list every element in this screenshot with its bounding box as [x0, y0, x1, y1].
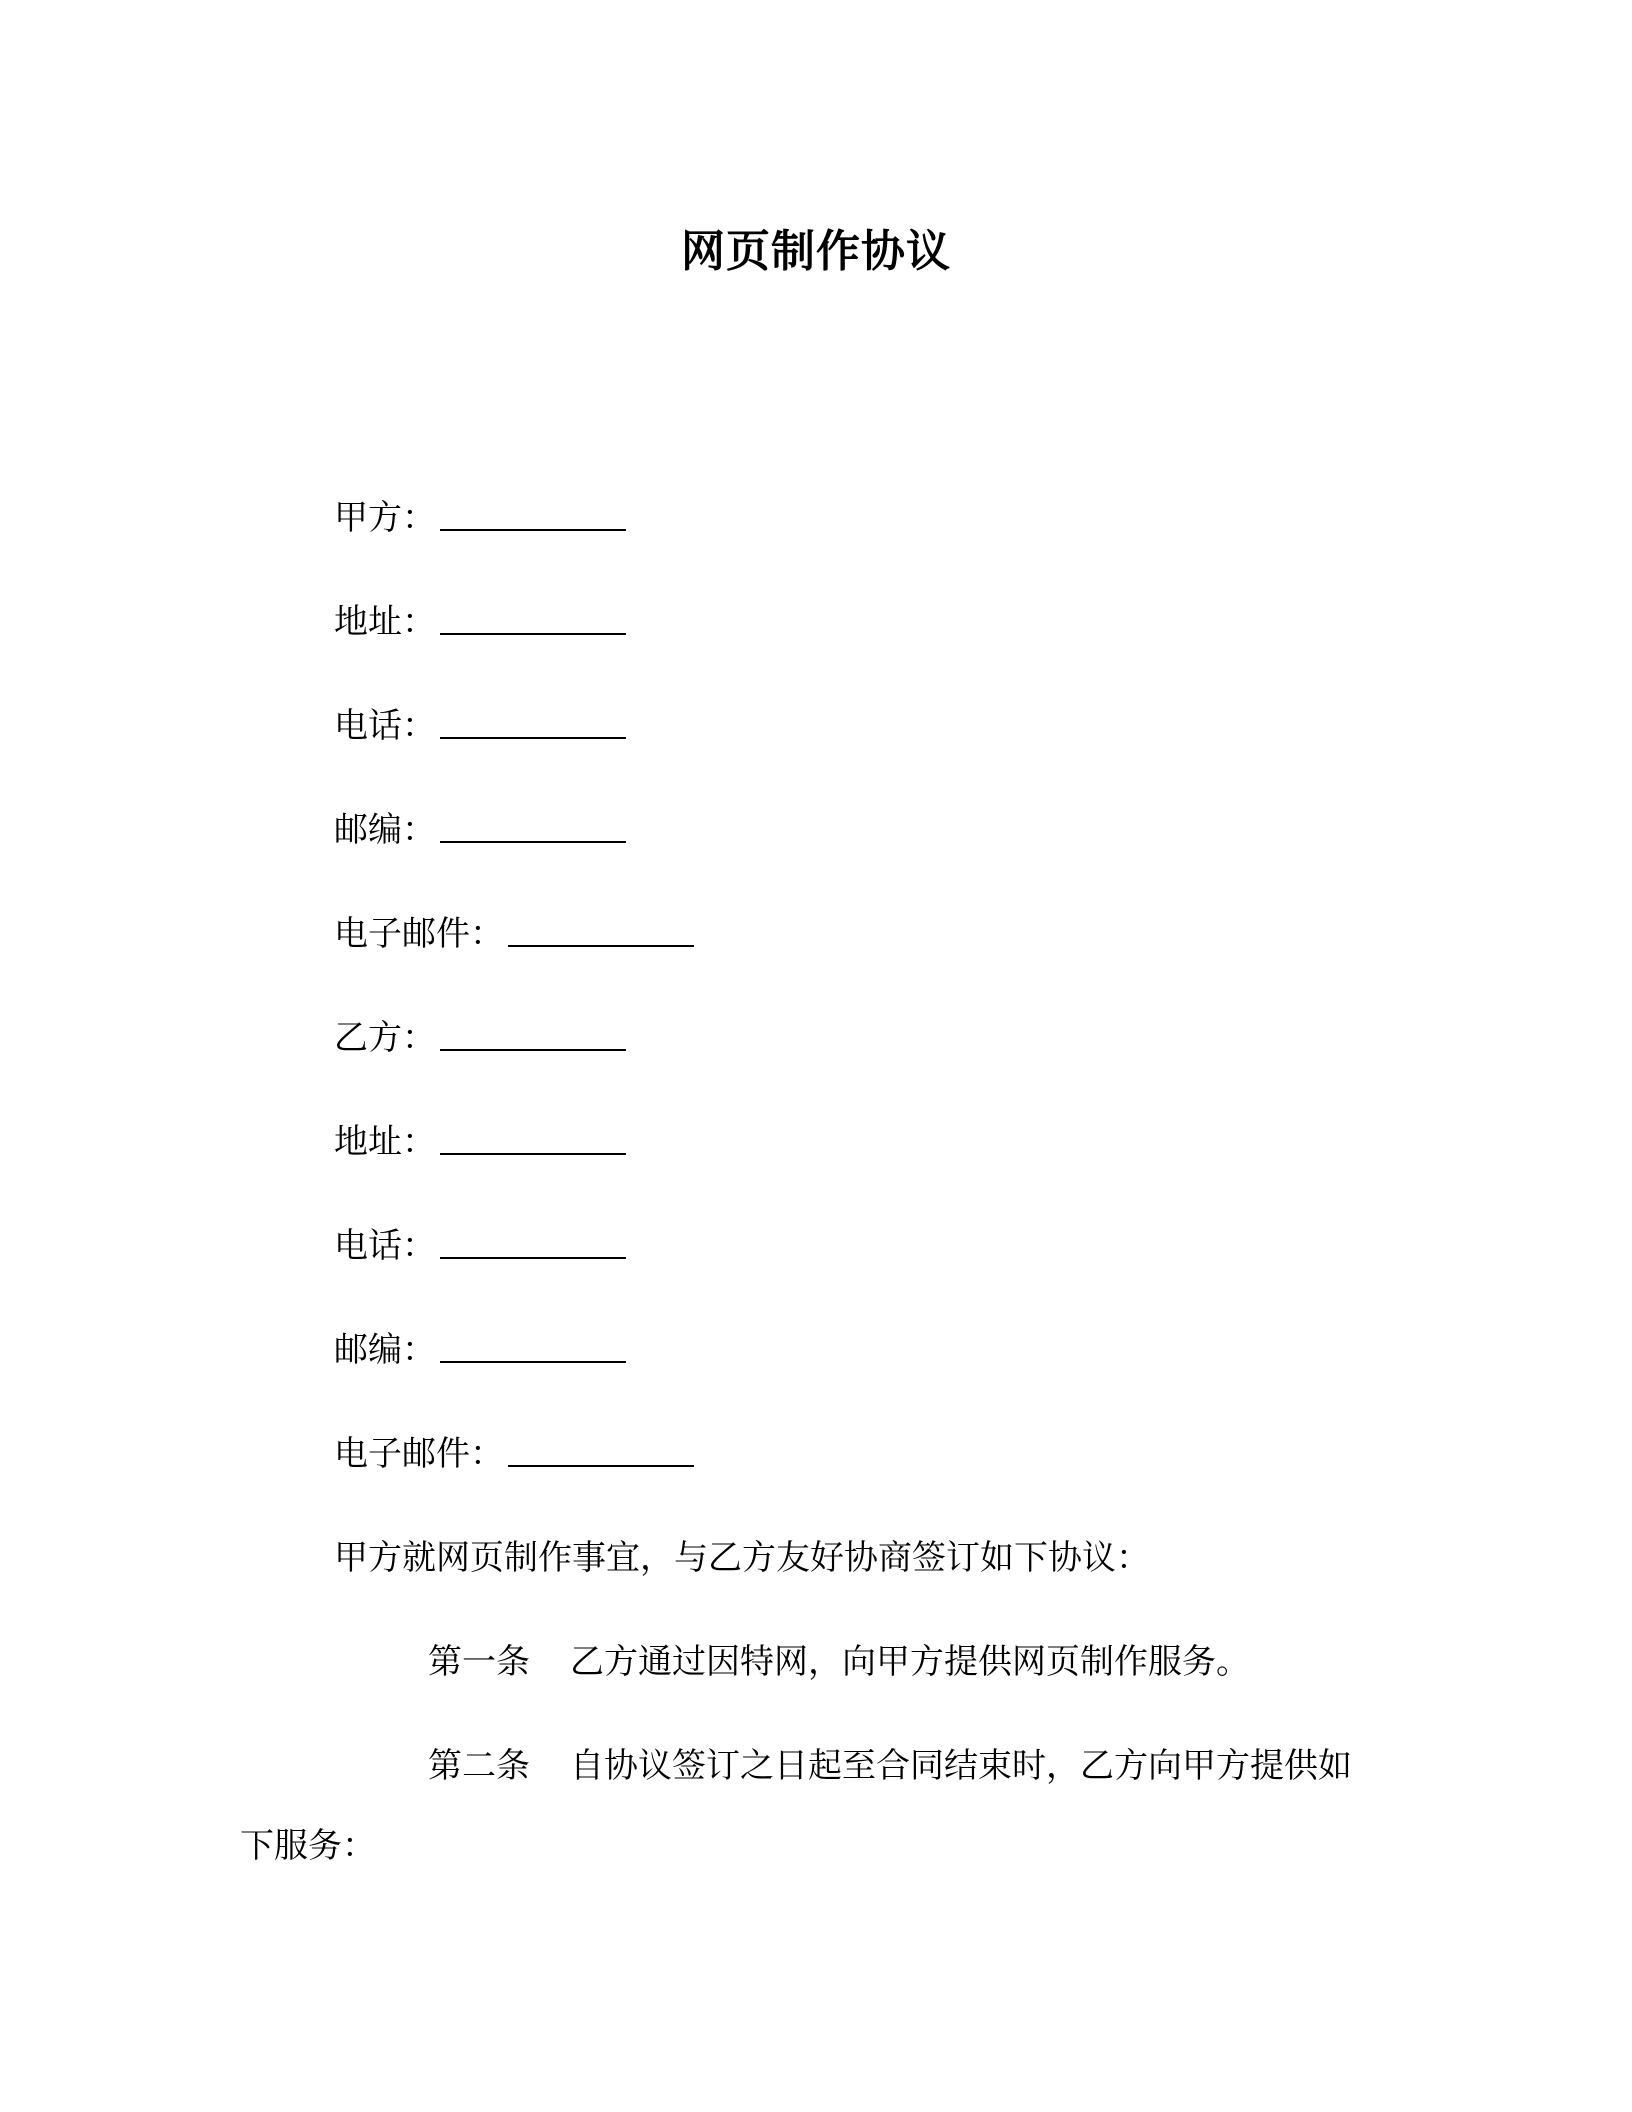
party-b-postcode-label: 邮编：: [334, 1330, 436, 1370]
agreement-body: [240, 1530, 1370, 1934]
party-a-address-blank[interactable]: [440, 603, 626, 635]
party-b-name-label: 乙方：: [334, 1018, 436, 1058]
article-1: [240, 1634, 1370, 1690]
party-b-name-blank[interactable]: [440, 1019, 626, 1051]
article-1-text: 乙方通过因特网，向甲方提供网页制作服务。: [570, 1642, 1250, 1682]
party-a-phone-label: 电话：: [334, 706, 436, 746]
article-2-text: 自协议签订之日起至合同结束时，乙方向甲方提供如下服务：: [240, 1746, 1352, 1866]
party-a-email-blank[interactable]: [508, 915, 694, 947]
party-b-name-field: [334, 1010, 1434, 1114]
party-fields: [334, 490, 1434, 1530]
party-b-email-field: [334, 1426, 1434, 1530]
article-2-label: 第二条: [428, 1746, 530, 1786]
party-b-address-label: 地址：: [334, 1122, 436, 1162]
party-a-email-label: 电子邮件：: [334, 914, 504, 954]
party-a-phone-field: [334, 698, 1434, 802]
party-a-postcode-blank[interactable]: [440, 811, 626, 843]
document-title: 网页制作协议: [681, 226, 951, 277]
party-a-name-label: 甲方：: [334, 498, 436, 538]
party-b-phone-blank[interactable]: [440, 1227, 626, 1259]
party-a-postcode-label: 邮编：: [334, 810, 436, 850]
party-a-email-field: [334, 906, 1434, 1010]
party-b-postcode-field: [334, 1322, 1434, 1426]
article-2: [240, 1726, 1370, 1886]
party-a-address-field: [334, 594, 1434, 698]
party-a-name-blank[interactable]: [440, 499, 626, 531]
party-b-phone-field: [334, 1218, 1434, 1322]
party-a-postcode-field: [334, 802, 1434, 906]
party-b-phone-label: 电话：: [334, 1226, 436, 1266]
intro-paragraph: 甲方就网页制作事宜，与乙方友好协商签订如下协议：: [334, 1538, 1150, 1578]
party-a-name-field: [334, 490, 1434, 594]
party-b-email-blank[interactable]: [508, 1435, 694, 1467]
party-a-address-label: 地址：: [334, 602, 436, 642]
party-a-phone-blank[interactable]: [440, 707, 626, 739]
party-b-address-field: [334, 1114, 1434, 1218]
party-b-address-blank[interactable]: [440, 1123, 626, 1155]
party-b-postcode-blank[interactable]: [440, 1331, 626, 1363]
party-b-email-label: 电子邮件：: [334, 1434, 504, 1474]
article-1-label: 第一条: [428, 1642, 530, 1682]
